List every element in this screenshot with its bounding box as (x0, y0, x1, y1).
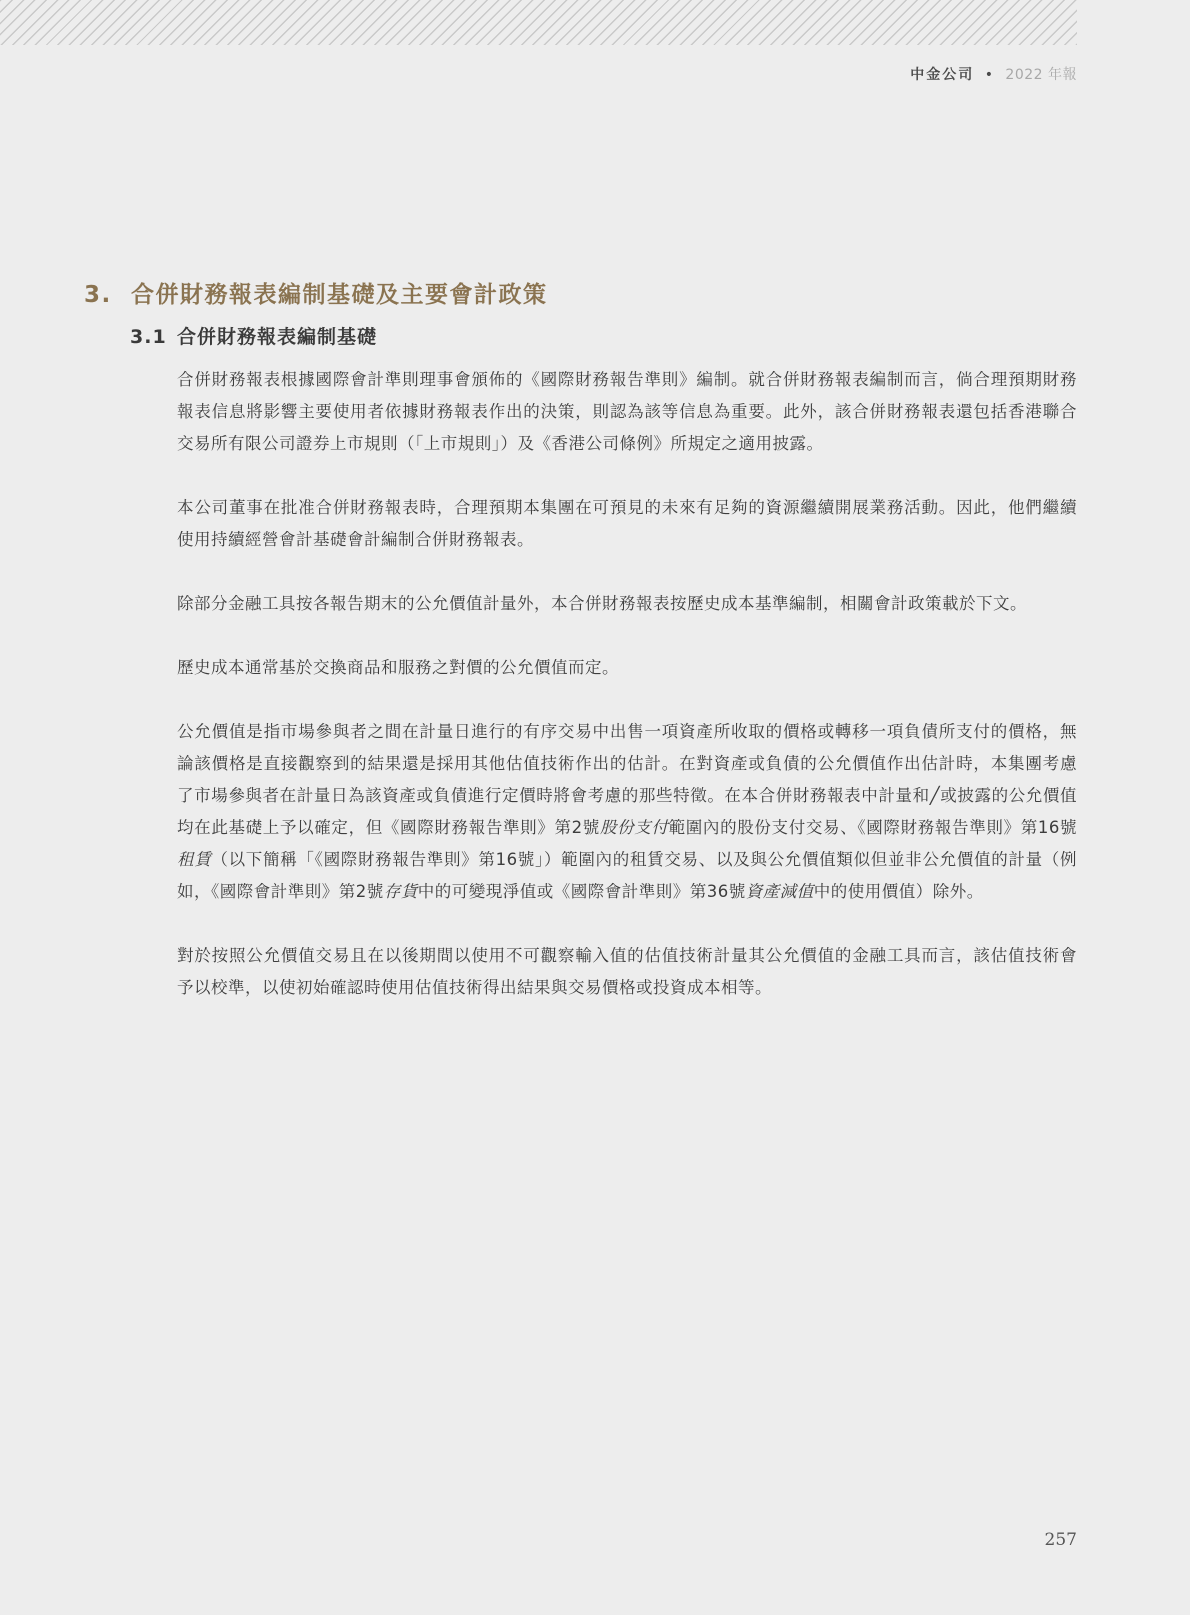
paragraph-going-concern: 本公司董事在批准合併財務報表時，合理預期本集團在可預見的未來有足夠的資源繼續開展業務活動。因此，他們繼續使用持續經營會計基礎會計編制合併財務報表。 (177, 498, 1077, 549)
fair-value-text-5: 中的使用價值）除外。 (813, 882, 984, 901)
section-title: 合併財務報表編制基礎及主要會計政策 (131, 282, 548, 308)
header-company: 中金公司 (910, 67, 975, 83)
paragraph-historical-cost-basis: 除部分金融工具按各報告期末的公允價值計量外，本合併財務報表按歷史成本基準編制，相關會計政策載於下文。 (177, 594, 1027, 613)
fair-value-italic-leases: 租賃 (177, 850, 212, 869)
section-number: 3. (84, 282, 112, 308)
page-number: 257 (1044, 1530, 1077, 1550)
fair-value-text-3: （以下簡稱「《國際財務報告準則》第16號」）範圍內的租賃交易、以及與公允價值類似但並非公允價值的計量（例如，《國際會計準則》第2號 (177, 850, 1077, 901)
body-text (177, 364, 1077, 1036)
header-report-title: 2022 年報 (1005, 67, 1077, 83)
subsection-title: 合併財務報表編制基礎 (177, 326, 378, 348)
fair-value-italic-impairment: 資產減值 (745, 882, 814, 901)
fair-value-italic-share-based-payment: 股份支付 (599, 818, 669, 837)
decorative-hatch-band (0, 0, 1077, 45)
header-separator: • (984, 67, 995, 83)
paragraph-basis-of-preparation: 合併財務報表根據國際會計準則理事會頒佈的《國際財務報告準則》編制。就合併財務報表編制而言，倘合理預期財務報表信息將影響主要使用者依據財務報表作出的決策，則認為該等信息為重要。此外，該合併財務報表還包括香港聯合交易所有限公司證券上市規則（「上市規則」）及《香港公司條例》所規定之適用披露。 (177, 370, 1077, 453)
fair-value-text-2: 範圍內的股份支付交易、《國際財務報告準則》第16號 (668, 818, 1078, 837)
subsection-number: 3.1 (130, 326, 167, 348)
fair-value-text-1: 公允價值是指市場參與者之間在計量日進行的有序交易中出售一項資產所收取的價格或轉移一項負債所支付的價格，無論該價格是直接觀察到的結果還是採用其他估值技術作出的估計。在對資產或負債的公允價值作出估計時，本集團考慮了市場參與者在計量日為該資產或負債進行定價時將會考慮的那些特徵。在本合併財務報表中計量和╱或披露的公允價值均在此基礎上予以確定，但《國際財務報告準則》第2號 (177, 722, 1077, 837)
fair-value-text-4: 中的可變現淨值或《國際會計準則》第36號 (417, 882, 746, 901)
section-heading (84, 276, 548, 309)
running-header (910, 64, 1077, 84)
paragraph-fair-value-definition (177, 716, 1077, 908)
paragraph-historical-cost-definition: 歷史成本通常基於交換商品和服務之對價的公允價值而定。 (177, 658, 619, 677)
paragraph-valuation-calibration: 對於按照公允價值交易且在以後期間以使用不可觀察輸入值的估值技術計量其公允價值的金融工具而言，該估值技術會予以校準，以使初始確認時使用估值技術得出結果與交易價格或投資成本相等。 (177, 946, 1077, 997)
subsection-heading (130, 322, 377, 349)
fair-value-italic-inventories: 存貨 (383, 882, 418, 901)
